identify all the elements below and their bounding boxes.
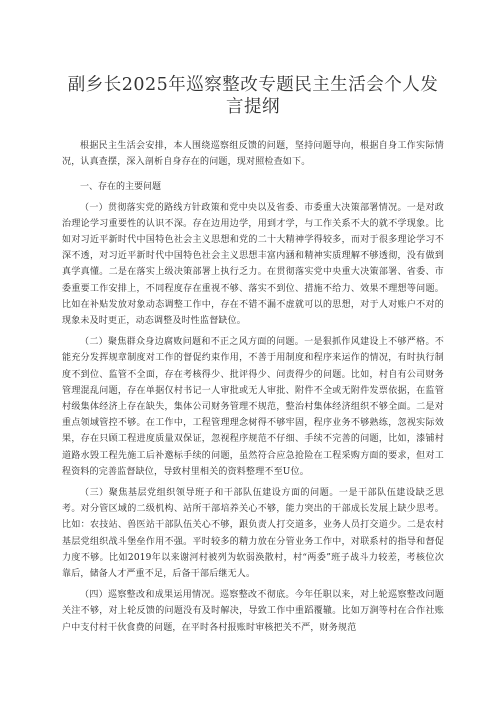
body-paragraph: （一）贯彻落实党的路线方针政策和党中央以及省委、市委重大决策部署情况。一是对政治理论学习重要性的认识不深。存在边用边学，用到才学，与工作关系不大的就不学现象。比如对习近平新时代中国特色社会主义思想和党的二十大精神学得较多，而对于很多理论学习不深不透，对习近平新时代中国特色社会主义思想丰富内涵和精神实质理解不够透彻，没有做到真学真懂。二是在落实上级决策部署上执行乏力。在贯彻落实党中央重大决策部署、省委、市委重要工作安排上，不同程度存在重视不够、落实不到位、措施不给力、效果不理想等问题。比如在补贴发放对象动态调整工作中，存在不错不漏不虚就可以的思想，对于人对账户不对的现象未及时更正，动态调整及时性监督缺位。 [62, 202, 444, 327]
intro-paragraph: 根据民主生活会安排，本人围绕巡察组反馈的问题，坚持问题导向，根据自身工作实际情况，认真查摆，深入剖析自身存在的问题，现对照检查如下。 [62, 141, 444, 168]
body-paragraph: （二）聚焦群众身边腐败问题和不正之风方面的问题。一是狠抓作风建设上不够严格。不能充分发挥规章制度对工作的督促约束作用，不善于用制度和程序来运作的情况，有时执行制度不到位、监管不全面，存在考核得少、批评得少、问责得少的问题。比如，村自有公司财务管理混乱问题，存在单据仅村书记一人审批或无人审批、附件不全或无附件发票依据，在监管村级集体经济上存在缺失，集体公司财务管理不规范，整治村集体经济组织不够全面。二是对重点领域管控不够。在工作中，工程管理理念树得不够牢固，程序业务不够熟练，忽视实际效果，存在只顾工程进度质量双保证，忽视程序规范不仔细、手续不完善的问题，比如，漆铺村道路水毁工程先施工后补邀标手续的问题，虽然符合应急抢险在工程采购方面的要求，但对工程资料的完善监督缺位，导致村里相关的资料整理不至U位。 [62, 337, 444, 477]
body-paragraph: （四）巡察整改和成果运用情况。巡察整改不彻底。今年任职以来，对上轮巡察整改问题关注不够，对上轮反馈的问题没有及时解决，导致工作中重蹈覆辙。比如万涧等村在合作社账户中支付村干伙食费的问题，在平时各村报账时审核把关不严，财务规范 [62, 590, 444, 633]
document-title: 副乡长2025年巡察整改专题民主生活会个人发言提纲 [67, 75, 439, 117]
section-heading: 一、存在的主要问题 [80, 182, 162, 193]
body-paragraph: （三）聚焦基层党组织领导班子和干部队伍建设方面的问题。一是干部队伍建设缺乏思考。对分管区域的二级机构、站所干部培养关心不够，能力突出的干部成长发展上缺少思考。比如：农技站、兽医站干部队伍关心不够，跟负责人打交道多，业务人员打交道少。二是农村基层党组织战斗堡垒作用不强。平时较多的精力放在分管业务工作中，对联系村的指导和督促力度不够。比如2019年以来谢河村被列为软弱涣散村，村“两委”班子战斗力较差，考核位次靠后，储备人才严重不足，后备干部后继无人。 [62, 488, 444, 580]
spacer [62, 170, 444, 175]
